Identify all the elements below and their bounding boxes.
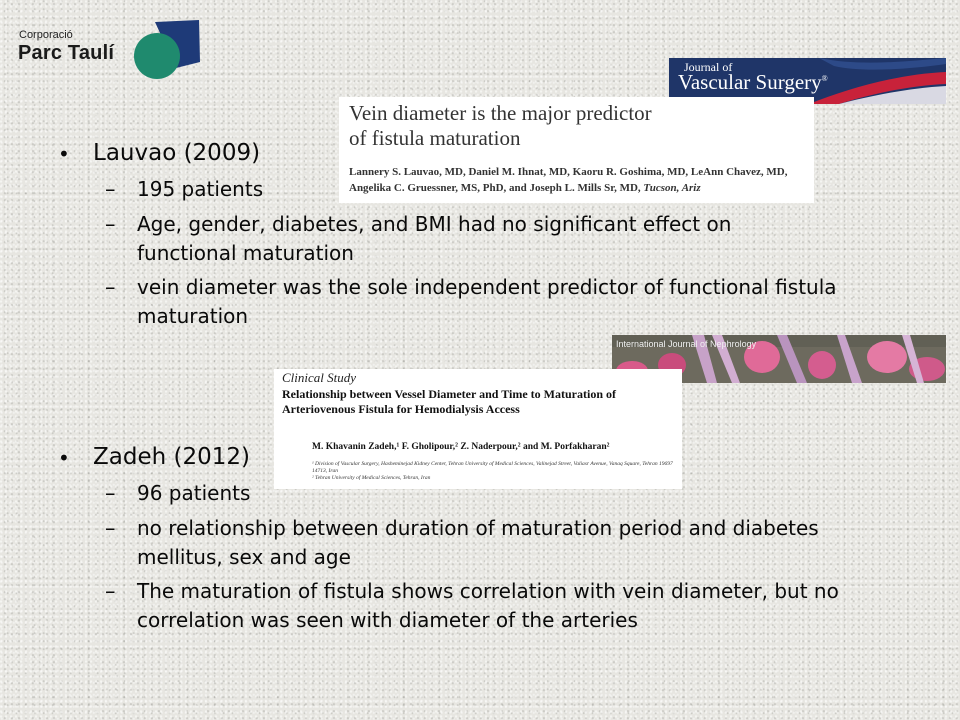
article-clipping-zadeh	[274, 369, 682, 489]
article-clipping-lauvao	[339, 97, 814, 203]
ijn-label: International Journal of Nephrology	[616, 339, 757, 349]
jvs-name: Vascular Surgery®	[678, 70, 828, 94]
bullet-marker: •	[58, 446, 70, 470]
sub-bullet: Age, gender, diabetes, and BMI had no significant effect on functional maturation	[137, 212, 732, 265]
bullet-heading-zadeh: Zadeh (2012)	[93, 444, 250, 470]
dash-marker: –	[105, 177, 116, 201]
article-affiliations: ¹ Division of Vascular Surgery, Hasheminejad Kidney Center, Tehran University of Medical Sciences, Valinejad Street, Valiasr Avenue, Vanaq Square, Tehran 19697 14713, Iran ² Tehran University of Medical Sciences, Tehran, Iran	[312, 461, 673, 481]
article-title: Relationship between Vessel Diameter and Time to Maturation of Arteriovenous Fistula for Hemodialysis Access	[282, 387, 616, 416]
logo-subtitle: Corporació	[19, 29, 73, 41]
dash-marker: –	[105, 212, 116, 236]
dash-marker: –	[105, 579, 116, 603]
study-type: Clinical Study	[282, 370, 357, 385]
dash-marker: –	[105, 516, 116, 540]
sub-bullet: 96 patients	[137, 481, 251, 505]
bullet-marker: •	[58, 142, 70, 166]
parc-tauli-logo-mark	[132, 18, 202, 80]
dash-marker: –	[105, 481, 116, 505]
sub-bullet: The maturation of fistula shows correlation with vein diameter, but no correlation was seen with diameter of the arteries	[137, 579, 839, 632]
sub-bullet: no relationship between duration of maturation period and diabetes mellitus, sex and age	[137, 516, 819, 569]
bullet-heading-lauvao: Lauvao (2009)	[93, 140, 261, 166]
sub-bullet: vein diameter was the sole independent predictor of functional fistula maturation	[137, 275, 837, 328]
article-title: Vein diameter is the major predictor of fistula maturation	[349, 101, 652, 150]
dash-marker: –	[105, 275, 116, 299]
sub-bullet: 195 patients	[137, 177, 264, 201]
article-authors: M. Khavanin Zadeh,¹ F. Gholipour,² Z. Naderpour,² and M. Porfakharan²	[312, 442, 610, 452]
logo-title: Parc Taulí	[18, 42, 115, 64]
article-authors: Lannery S. Lauvao, MD, Daniel M. Ihnat, MD, Kaoru R. Goshima, MD, LeAnn Chavez, MD, Angelika C. Gruessner, MS, PhD, and Joseph L. Mills Sr, MD, Tucson, Ariz	[349, 166, 788, 194]
jvs-journal-of: Journal of	[684, 60, 733, 74]
